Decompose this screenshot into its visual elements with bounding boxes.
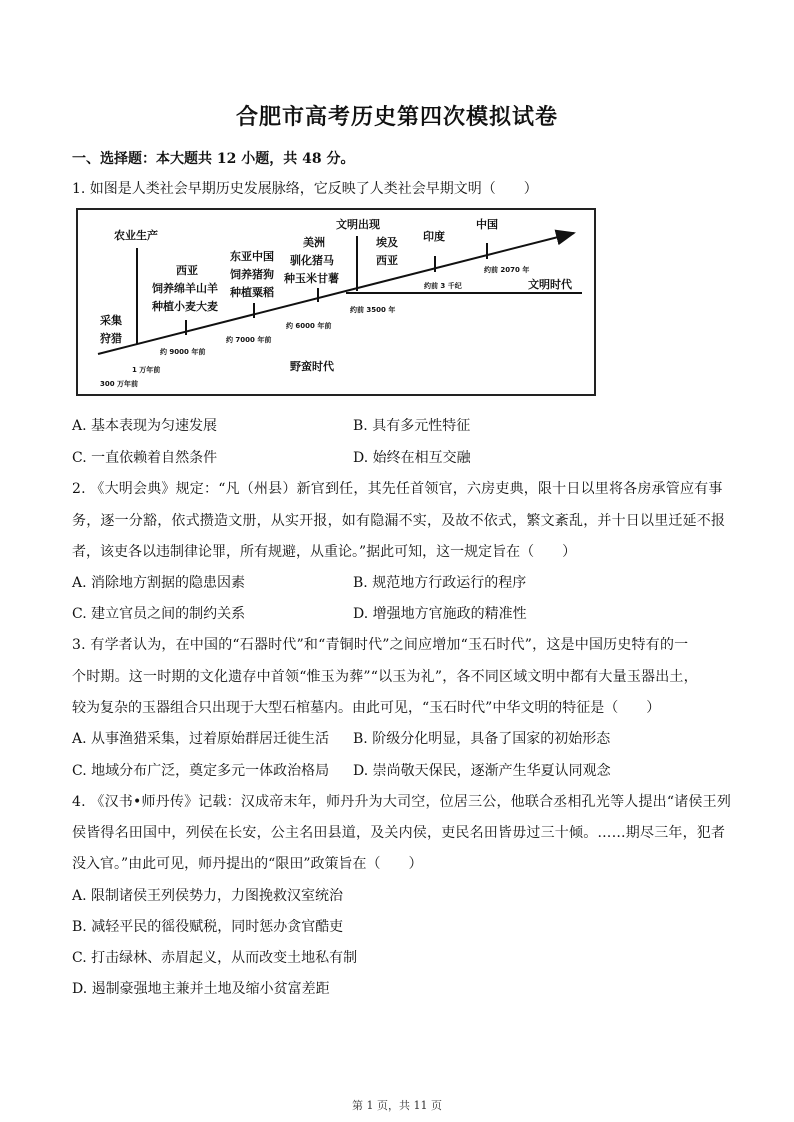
label-americas: 美洲 <box>303 236 325 249</box>
label-civ: 文明出现 <box>336 218 380 231</box>
label-savage-era: 野蛮时代 <box>290 360 334 373</box>
q4-stem-line-2: 侯皆得名田国中，列侯在长安，公主名田县道，及关内侯，吏民名田皆毋过三十倾。……期尽三年，犯者 <box>72 825 726 841</box>
label-egypt-2: 西亚 <box>376 254 398 267</box>
timeline-diagram <box>78 210 594 394</box>
q2-stem-line-1: 2. 《大明会典》规定：“凡（州县）新官到任，其先任首领官，六房吏典，限十日以里将各房承管应有事 <box>72 481 723 497</box>
label-9000ago: 约 9000 年前 <box>160 348 206 356</box>
q2-option-d[interactable]: D. 增强地方官施政的精准性 <box>353 606 527 622</box>
page-title: 合肥市高考历史第四次模拟试卷 <box>235 104 558 130</box>
q1-option-d[interactable]: D. 始终在相互交融 <box>353 450 471 466</box>
page-footer: 第 1 页，共 11 页 <box>352 1099 442 1112</box>
label-xiya: 西亚 <box>176 264 198 277</box>
q1-timeline-figure <box>76 208 596 396</box>
label-xiya-2: 饲养绵羊山羊 <box>152 282 218 295</box>
q1-option-c[interactable]: C. 一直依赖着自然条件 <box>72 450 218 466</box>
label-3million: 300 万年前 <box>100 380 139 388</box>
q2-stem-line-3: 者，该吏各以违制律论罪，所有规避，从重论。”据此可知，这一规定旨在（ ） <box>72 544 577 560</box>
q3-option-d[interactable]: D. 崇尚敬天保民，逐渐产生华夏认同观念 <box>353 763 611 779</box>
label-egypt: 埃及 <box>376 236 398 249</box>
label-eastasia: 东亚中国 <box>230 250 274 263</box>
label-xiya-3: 种植小麦大麦 <box>152 300 218 313</box>
q3-option-c[interactable]: C. 地域分布广泛，奠定多元一体政治格局 <box>72 763 330 779</box>
label-civ-era: 文明时代 <box>528 278 572 291</box>
label-india: 印度 <box>423 230 445 243</box>
label-eastasia-3: 种植粟稻 <box>230 286 274 299</box>
label-americas-2: 驯化猪马 <box>290 254 334 267</box>
q4-option-a[interactable]: A. 限制诸侯王列侯势力，力图挽救汉室统治 <box>72 888 344 904</box>
q4-stem-line-1: 4. 《汉书•师丹传》记载：汉成帝末年，师丹升为大司空，位居三公，他联合丞相孔光等人提出“诸侯王列 <box>72 794 732 810</box>
q1-option-b[interactable]: B. 具有多元性特征 <box>353 418 471 434</box>
label-6000ago: 约 6000 年前 <box>286 322 332 330</box>
label-3500bc: 约前 3500 年 <box>350 306 396 314</box>
label-agri: 农业生产 <box>114 229 158 242</box>
q2-option-c[interactable]: C. 建立官员之间的制约关系 <box>72 606 246 622</box>
q2-stem-line-2: 务，逐一分豁，依式攒造文册，从实开报，如有隐漏不实，及故不依式，繁文紊乱，并十日以里迁延不报 <box>72 513 726 529</box>
label-2070bc: 约前 2070 年 <box>484 266 530 274</box>
label-china: 中国 <box>476 218 498 231</box>
q4-stem-line-3: 没入官。”由此可见，师丹提出的“限田”政策旨在（ ） <box>72 856 423 872</box>
label-americas-3: 种玉米甘薯 <box>284 272 339 285</box>
q4-option-b[interactable]: B. 减轻平民的徭役赋税，同时惩办贪官酷吏 <box>72 919 344 935</box>
q1-option-a[interactable]: A. 基本表现为匀速发展 <box>72 418 218 434</box>
q3-stem-line-1: 3. 有学者认为，在中国的“石器时代”和“青铜时代”之间应增加“玉石时代”，这是中国历史特有的一 <box>72 637 689 653</box>
q2-option-a[interactable]: A. 消除地方割据的隐患因素 <box>72 575 246 591</box>
q3-option-b[interactable]: B. 阶级分化明显，具备了国家的初始形态 <box>353 731 611 747</box>
section-heading: 一、选择题：本大题共 12 小题，共 48 分。 <box>72 151 355 167</box>
label-7000ago: 约 7000 年前 <box>226 336 272 344</box>
q2-option-b[interactable]: B. 规范地方行政运行的程序 <box>353 575 527 591</box>
q4-option-c[interactable]: C. 打击绿林、赤眉起义，从而改变土地私有制 <box>72 950 358 966</box>
q1-stem: 1. 如图是人类社会早期历史发展脉络，它反映了人类社会早期文明（ ） <box>72 181 538 197</box>
q4-option-d[interactable]: D. 遏制豪强地主兼并土地及缩小贫富差距 <box>72 981 330 997</box>
label-10000ago: 1 万年前 <box>132 366 161 374</box>
label-hunting: 狩猎 <box>100 332 122 345</box>
label-gathering: 采集 <box>100 314 122 327</box>
label-3rd-millennium: 约前 3 千纪 <box>424 282 462 290</box>
q3-option-a[interactable]: A. 从事渔猎采集，过着原始群居迁徙生活 <box>72 731 330 747</box>
label-eastasia-2: 饲养猪狗 <box>230 268 274 281</box>
q3-stem-line-2: 个时期。这一时期的文化遗存中首领“惟玉为葬”“以玉为礼”，各不同区域文明中都有大量玉器出土， <box>72 669 698 685</box>
q3-stem-line-3: 较为复杂的玉器组合只出现于大型石棺墓内。由此可见，“玉石时代”中华文明的特征是（ ） <box>72 700 661 716</box>
